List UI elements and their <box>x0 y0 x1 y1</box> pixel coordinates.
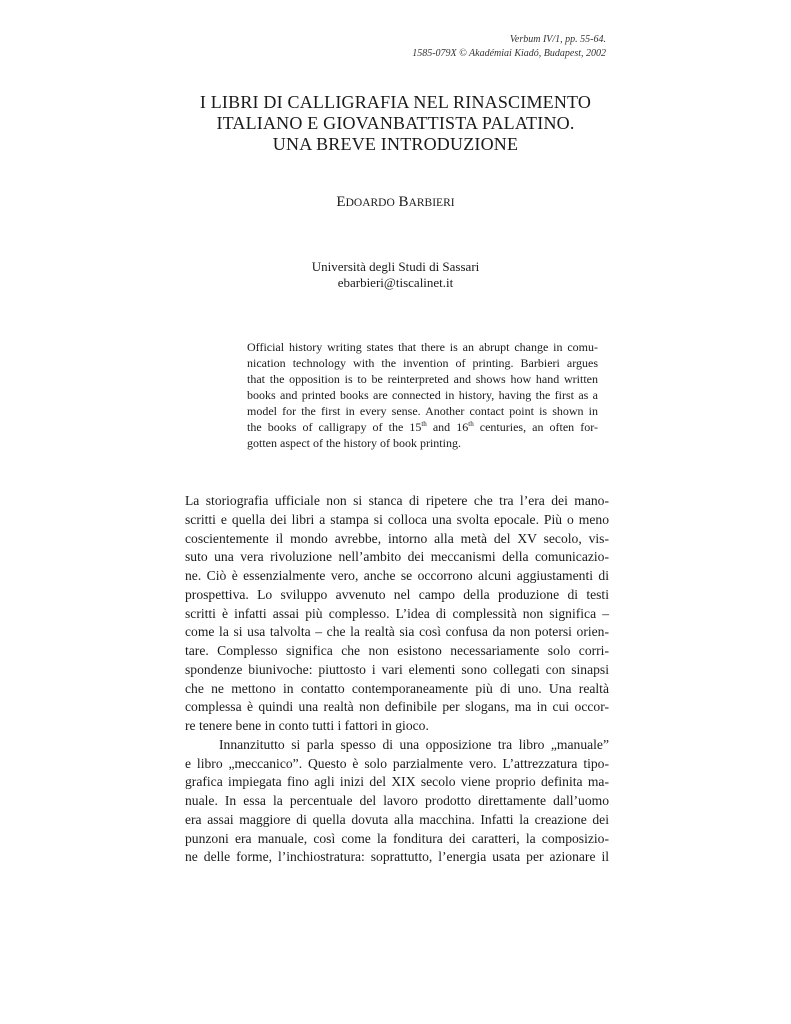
abstract-line <box>247 419 598 435</box>
body-text <box>185 492 609 867</box>
author-name <box>0 193 791 212</box>
body-line: ne. Ciò è essenzialmente vero, anche se occorrono alcuni aggiustamenti di <box>185 568 609 583</box>
journal-issn-publisher: 1585-079X © Akadémiai Kiadó, Budapest, 2002 <box>412 48 606 59</box>
author-first-rest: DOARDO <box>345 197 395 209</box>
abstract-line: model for the first in every sense. Another contact point is shown in <box>247 404 598 418</box>
body-line: nuale. In essa la percentuale del lavoro prodotto direttamente dall’uomo <box>185 793 609 808</box>
body-line: grafica impiegata fino agli inizi del XIX secolo viene proprio definita ma- <box>185 774 609 790</box>
author-first-initial: E <box>336 194 346 210</box>
abstract-line: books and printed books are connected in history, having the first as a <box>247 388 598 402</box>
abstract <box>247 339 598 451</box>
body-line: suto una vera rivoluzione nell’ambito dei meccanismi della comunicazio- <box>185 549 609 565</box>
title-line-1: I LIBRI DI CALLIGRAFIA NEL RINASCIMENTO <box>199 92 592 112</box>
title-line-2: ITALIANO E GIOVANBATTISTA PALATINO. <box>216 113 575 133</box>
abstract-line: gotten aspect of the history of book printing. <box>247 436 461 450</box>
author-email: ebarbieri@tiscalinet.it <box>337 275 454 290</box>
paper-title <box>0 92 791 155</box>
journal-volume-pages: Verbum IV/1, pp. 55-64. <box>509 34 606 45</box>
body-line: scritti e quella dei libri a stampa si colloca una svolta epocale. Più o meno <box>185 511 609 527</box>
university-name: Università degli Studi di Sassari <box>311 259 480 274</box>
body-line: e libro „meccanico”. Questo è solo parzialmente vero. L’attrezzatura tipo- <box>185 755 609 771</box>
body-line: complessa è quindi una realtà non definibile per slogans, ma in cui occor- <box>185 699 609 715</box>
body-line: che ne mettono in contatto contemporaneamente più di uno. Una realtà <box>185 680 609 696</box>
abstract-line: that the opposition is to be reinterpreted and shows how hand written <box>247 372 598 386</box>
paragraph-1 <box>185 492 609 736</box>
paragraph-2 <box>185 736 609 867</box>
author-last-initial: B <box>398 194 409 210</box>
body-line: tare. Complesso significa che non esistono necessariamente solo corri- <box>185 643 609 658</box>
body-line: era assai maggiore di quella dovuta alla macchina. Infatti la creazione dei <box>185 811 609 827</box>
superscript: th <box>421 420 427 428</box>
body-line: scritti è infatti assai più complesso. L’idea di complessità non significa – <box>185 605 609 621</box>
body-line: punzoni era manuale, così come la fonditura dei caratteri, la composizio- <box>185 830 609 846</box>
abstract-text: and 16 <box>426 420 469 434</box>
body-line: re tenere bene in conto tutti i fattori in gioco. <box>185 718 429 733</box>
body-line: La storiografia ufficiale non si stanca di ripetere che tra l’era dei mano- <box>185 493 609 508</box>
abstract-text: centuries, an often for- <box>473 420 598 434</box>
body-line: ne delle forme, l’inchiostratura: soprattutto, l’energia usata per azionare il <box>185 849 609 865</box>
author-last-rest: ARBIERI <box>408 197 455 209</box>
body-line: coscientemente il mondo avrebbe, intorno alla metà del XV secolo, vis- <box>185 530 609 546</box>
author-affiliation <box>0 259 791 291</box>
abstract-line: nication technology with the invention of printing. Barbieri argues <box>247 356 598 370</box>
superscript: th <box>468 420 474 428</box>
body-line: Innanzitutto si parla spesso di una opposizione tra libro „manuale” <box>219 736 609 752</box>
body-line: spondenze biunivoche: piuttosto i vari elementi sono collegati con sinapsi <box>185 661 609 677</box>
title-line-3: UNA BREVE INTRODUZIONE <box>272 134 519 154</box>
body-line: prospettiva. Lo sviluppo avvenuto nel campo della produzione di testi <box>185 586 609 602</box>
body-line: come la si usa talvolta – che la realtà sia così confusa da non potersi orien- <box>185 624 609 640</box>
abstract-line: Official history writing states that there is an abrupt change in comu- <box>247 340 598 354</box>
journal-reference <box>412 33 606 61</box>
abstract-text: the books of calligrapy of the 15 <box>247 420 422 434</box>
